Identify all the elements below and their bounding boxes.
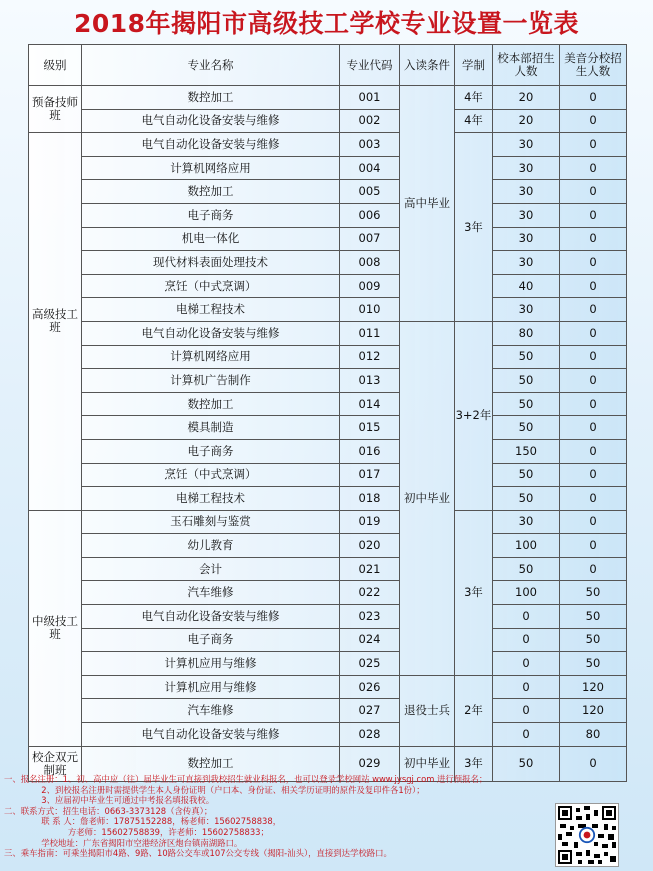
main-enroll: 0 <box>493 699 560 723</box>
major-name: 数控加工 <box>82 180 340 204</box>
main-enroll: 0 <box>493 628 560 652</box>
header-branch-enroll: 美音分校招生人数 <box>560 45 627 86</box>
footer-line: 方老师：15602758839，许老师：15602758833； <box>4 826 269 837</box>
main-enroll: 0 <box>493 675 560 699</box>
major-name: 电气自动化设备安装与维修 <box>82 321 340 345</box>
major-code: 006 <box>340 203 400 227</box>
page-title: 2018年揭阳市高级技工学校专业设置一览表 <box>73 9 580 38</box>
footer-line: 一、报名注册：1、初、高中应（往）届毕业生可直接到我校招生就业科报名，也可以登录学校网站 www.jysgj.com 进行预报名； <box>4 774 488 784</box>
major-code: 018 <box>340 487 400 511</box>
branch-enroll: 0 <box>560 557 627 581</box>
branch-enroll: 0 <box>560 298 627 322</box>
branch-enroll: 50 <box>560 605 627 629</box>
table-row <box>29 203 627 227</box>
major-code: 002 <box>340 109 400 133</box>
table-row <box>29 628 627 652</box>
branch-enroll: 0 <box>560 369 627 393</box>
footer-line: 2、到校报名注册时需提供学生本人身份证明（户口本、身份证、相关学历证明的原件及复印件各1份）； <box>4 784 425 795</box>
qr-code-graphic <box>556 804 618 866</box>
major-name: 电气自动化设备安装与维修 <box>82 605 340 629</box>
header-condition: 入读条件 <box>400 45 455 86</box>
table-row <box>29 675 627 699</box>
footer-line: 二、联系方式：招生电话：0663-3373128（含传真）； <box>4 805 213 816</box>
major-name: 计算机广告制作 <box>82 369 340 393</box>
table-header-row <box>29 45 627 86</box>
major-code: 015 <box>340 416 400 440</box>
major-code: 024 <box>340 628 400 652</box>
major-name: 机电一体化 <box>82 227 340 251</box>
header-level: 级别 <box>29 45 82 86</box>
table-row <box>29 557 627 581</box>
table-row <box>29 723 627 747</box>
major-table <box>28 44 627 782</box>
condition-high: 高中毕业 <box>400 86 455 322</box>
table-row <box>29 133 627 157</box>
table-row <box>29 86 627 110</box>
main-enroll: 50 <box>493 369 560 393</box>
footer-line: 3、应届初中毕业生可通过中考报名填报我校。 <box>4 795 215 806</box>
footer-line: 三、乘车指南：可乘坐揭阳市4路、9路、10路公交车或107公交专线（揭阳-汕头），直接到达学校路口。 <box>4 848 392 859</box>
table-row <box>29 392 627 416</box>
branch-enroll: 50 <box>560 652 627 676</box>
table-row <box>29 298 627 322</box>
major-name: 会计 <box>82 557 340 581</box>
major-code: 021 <box>340 557 400 581</box>
duration: 3年 <box>455 133 493 322</box>
main-enroll: 30 <box>493 203 560 227</box>
main-enroll: 30 <box>493 251 560 275</box>
branch-enroll: 0 <box>560 416 627 440</box>
branch-enroll: 0 <box>560 274 627 298</box>
table-row <box>29 581 627 605</box>
major-name: 电梯工程技术 <box>82 487 340 511</box>
group-middle: 中级技工班 <box>29 510 82 746</box>
duration: 3年 <box>455 510 493 675</box>
main-enroll: 100 <box>493 581 560 605</box>
table-row <box>29 321 627 345</box>
branch-enroll: 0 <box>560 203 627 227</box>
major-name: 汽车维修 <box>82 699 340 723</box>
main-enroll: 30 <box>493 156 560 180</box>
main-enroll: 0 <box>493 605 560 629</box>
branch-enroll: 0 <box>560 439 627 463</box>
branch-enroll: 0 <box>560 534 627 558</box>
footer-notes <box>4 774 544 859</box>
main-enroll: 100 <box>493 534 560 558</box>
table-row <box>29 463 627 487</box>
major-name: 现代材料表面处理技术 <box>82 251 340 275</box>
major-code: 029 <box>340 746 400 781</box>
condition-junior: 初中毕业 <box>400 321 455 675</box>
main-enroll: 30 <box>493 133 560 157</box>
branch-enroll: 0 <box>560 251 627 275</box>
duration: 4年 <box>455 86 493 110</box>
major-code: 004 <box>340 156 400 180</box>
major-name: 模具制造 <box>82 416 340 440</box>
major-name: 计算机应用与维修 <box>82 652 340 676</box>
table-row <box>29 487 627 511</box>
major-code: 016 <box>340 439 400 463</box>
major-code: 010 <box>340 298 400 322</box>
major-code: 014 <box>340 392 400 416</box>
branch-enroll: 0 <box>560 746 627 781</box>
branch-enroll: 120 <box>560 699 627 723</box>
major-code: 011 <box>340 321 400 345</box>
main-enroll: 30 <box>493 180 560 204</box>
table-row <box>29 605 627 629</box>
major-name: 电气自动化设备安装与维修 <box>82 723 340 747</box>
major-code: 017 <box>340 463 400 487</box>
main-enroll: 50 <box>493 392 560 416</box>
main-enroll: 50 <box>493 463 560 487</box>
major-name: 烹饪（中式烹调） <box>82 463 340 487</box>
major-code: 020 <box>340 534 400 558</box>
major-name: 电气自动化设备安装与维修 <box>82 109 340 133</box>
major-name: 烹饪（中式烹调） <box>82 274 340 298</box>
major-name: 电气自动化设备安装与维修 <box>82 133 340 157</box>
major-code: 012 <box>340 345 400 369</box>
table-row <box>29 227 627 251</box>
major-code: 026 <box>340 675 400 699</box>
major-name: 电梯工程技术 <box>82 298 340 322</box>
header-duration: 学制 <box>455 45 493 86</box>
branch-enroll: 0 <box>560 133 627 157</box>
table-row <box>29 699 627 723</box>
main-enroll: 50 <box>493 345 560 369</box>
branch-enroll: 50 <box>560 628 627 652</box>
table-row <box>29 416 627 440</box>
table-row <box>29 534 627 558</box>
major-code: 001 <box>340 86 400 110</box>
qr-code-icon <box>555 803 619 867</box>
branch-enroll: 0 <box>560 109 627 133</box>
table-row <box>29 652 627 676</box>
major-name: 电子商务 <box>82 628 340 652</box>
main-enroll: 80 <box>493 321 560 345</box>
duration: 3年 <box>455 746 493 781</box>
branch-enroll: 80 <box>560 723 627 747</box>
main-enroll: 40 <box>493 274 560 298</box>
branch-enroll: 0 <box>560 227 627 251</box>
table-row <box>29 251 627 275</box>
branch-enroll: 0 <box>560 345 627 369</box>
table-row <box>29 439 627 463</box>
major-code: 027 <box>340 699 400 723</box>
major-name: 玉石雕刻与鉴赏 <box>82 510 340 534</box>
major-name: 电子商务 <box>82 203 340 227</box>
header-code: 专业代码 <box>340 45 400 86</box>
main-enroll: 30 <box>493 227 560 251</box>
branch-enroll: 0 <box>560 321 627 345</box>
major-name: 计算机网络应用 <box>82 156 340 180</box>
major-code: 008 <box>340 251 400 275</box>
main-enroll: 50 <box>493 416 560 440</box>
branch-enroll: 0 <box>560 463 627 487</box>
major-code: 023 <box>340 605 400 629</box>
major-name: 数控加工 <box>82 746 340 781</box>
major-name: 电子商务 <box>82 439 340 463</box>
footer-line: 联 系 人：詹老师：17875152288，杨老师：15602758838， <box>4 816 282 827</box>
condition-veteran: 退役士兵 <box>400 675 455 746</box>
main-enroll: 30 <box>493 510 560 534</box>
group-senior: 高级技工班 <box>29 133 82 511</box>
major-name: 计算机应用与维修 <box>82 675 340 699</box>
major-code: 007 <box>340 227 400 251</box>
table-row <box>29 109 627 133</box>
major-code: 005 <box>340 180 400 204</box>
main-enroll: 50 <box>493 746 560 781</box>
branch-enroll: 0 <box>560 487 627 511</box>
main-enroll: 20 <box>493 86 560 110</box>
group-coop: 校企双元制班 <box>29 746 82 781</box>
condition-junior-inline: 初中毕业 <box>400 746 455 781</box>
major-name: 汽车维修 <box>82 581 340 605</box>
group-prep: 预备技师班 <box>29 86 82 133</box>
duration: 3+2年 <box>455 321 493 510</box>
header-main-enroll: 校本部招生人数 <box>493 45 560 86</box>
branch-enroll: 0 <box>560 510 627 534</box>
major-code: 025 <box>340 652 400 676</box>
major-name: 计算机网络应用 <box>82 345 340 369</box>
branch-enroll: 120 <box>560 675 627 699</box>
main-enroll: 0 <box>493 652 560 676</box>
table-row <box>29 156 627 180</box>
major-code: 009 <box>340 274 400 298</box>
table-row <box>29 510 627 534</box>
branch-enroll: 50 <box>560 581 627 605</box>
header-major: 专业名称 <box>82 45 340 86</box>
main-enroll: 30 <box>493 298 560 322</box>
main-enroll: 50 <box>493 487 560 511</box>
table-row <box>29 369 627 393</box>
main-enroll: 20 <box>493 109 560 133</box>
major-name: 数控加工 <box>82 86 340 110</box>
table-row <box>29 180 627 204</box>
main-enroll: 0 <box>493 723 560 747</box>
duration: 2年 <box>455 675 493 746</box>
branch-enroll: 0 <box>560 392 627 416</box>
duration: 4年 <box>455 109 493 133</box>
major-code: 028 <box>340 723 400 747</box>
main-enroll: 150 <box>493 439 560 463</box>
major-name: 幼儿教育 <box>82 534 340 558</box>
branch-enroll: 0 <box>560 180 627 204</box>
major-code: 019 <box>340 510 400 534</box>
major-code: 013 <box>340 369 400 393</box>
major-code: 022 <box>340 581 400 605</box>
branch-enroll: 0 <box>560 86 627 110</box>
table-row <box>29 345 627 369</box>
main-enroll: 50 <box>493 557 560 581</box>
major-name: 数控加工 <box>82 392 340 416</box>
table-row <box>29 274 627 298</box>
branch-enroll: 0 <box>560 156 627 180</box>
footer-line: 学校地址：广东省揭阳市空港经济区炮台镇南湖路口。 <box>4 837 243 848</box>
major-code: 003 <box>340 133 400 157</box>
